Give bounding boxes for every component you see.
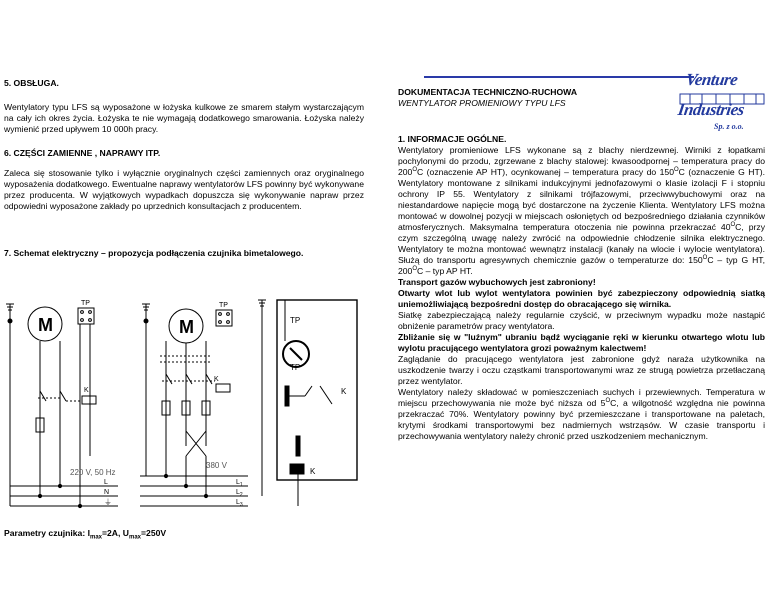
section-5-text: Wentylatory typu LFS są wyposażone w łożyska kulkowe ze smarem stałym wystarczającym na cały ich okres życia. Łożyska te nie wymagają dodatkowego smarowania. Łożyska należy wymienić przed upływem 10 000h pracy. — [4, 102, 364, 134]
k-label-4: K — [310, 467, 316, 476]
bus-ground-1: ⏚ — [104, 498, 112, 507]
k-label-1: K — [84, 387, 89, 394]
bus-L3: $L_3$ — [236, 499, 243, 508]
tp-label-3: TP — [290, 316, 301, 325]
section-7-title: 7. Schemat elektryczny – propozycja podłączenia czujnika bimetalowego. — [4, 248, 304, 258]
k-label-2: K — [214, 376, 219, 383]
warning-explosive: Transport gazów wybuchowych jest zabroniony! — [398, 277, 596, 287]
guard-cleaning-text: Siatkę zabezpieczającą należy regularnie czyścić, w przeciwnym wypadku może nastąpić obniżenie parametrów pracy wentylatora. — [398, 310, 765, 331]
doc-subtitle: WENTYLATOR PROMIENIOWY TYPU LFS — [398, 98, 566, 108]
warning-inlet-guard: Otwarty wlot lub wylot wentylatora powinien być zabezpieczony odpowiednią siatką uniemożliwiającą bezpośredni dostęp do obracającego się wirnika. — [398, 288, 765, 309]
section-5-title: 5. OBSŁUGA. — [4, 78, 59, 88]
warning-loose-clothing: Zbliżanie się w "luźnym" ubraniu bądź wyciąganie ręki w kierunku otwartego wlotu lub wylotu pracującego wentylatora grozi poważnym kalectwem! — [398, 332, 765, 353]
logo-word-2: Industries — [676, 100, 746, 119]
bus-N: N — [104, 489, 110, 496]
bus-L: L — [104, 479, 108, 486]
bus-L1: $L_1$ — [236, 479, 243, 488]
section-6-title: 6. CZĘŚCI ZAMIENNE , NAPRAWY ITP. — [4, 148, 161, 158]
bus-L2: $L_2$ — [236, 489, 243, 498]
wiring-diagram — [0, 296, 372, 516]
header-rule — [424, 76, 694, 78]
voltage-220: 220 V, 50 Hz — [70, 468, 116, 477]
logo-sub: Sp. z o.o. — [714, 122, 744, 131]
tp-label-4: TP — [290, 363, 301, 372]
warning-looking-text: Zaglądanie do pracującego wentylatora jest zabronione gdyż naraża użytkownika na uszkodzenie twarzy i oczu cząstkami transportowanymi wraz ze strugą powietrza przetłaczaną przez wentylator. — [398, 354, 765, 386]
tp-label-2: TP — [219, 302, 228, 309]
motor-2-label: M — [179, 317, 194, 337]
sensor-parameters: Parametry czujnika: $I_{max}=2A$, $U_{max}=250V$ — [4, 528, 167, 541]
section-1-title: 1. INFORMACJE OGÓLNE. — [398, 134, 507, 144]
storage-text: Wentylatory należy składować w pomieszczeniach suchych i przewiewnych. Temperatura w miejscu przechowywania nie może być niższa od $5^OC$, a wilgotność względna nie powinna przekraczać 70%. Wentylatory powinny być przemieszczane i transportowane na paletach, krytymi środkami transportowymi bez nadmiernych wstrząsów. W czasie transportu i przechowywania wentylatory należy chronić przed uszkodzeniem mechanicznym. — [398, 387, 765, 441]
section-1-text: Wentylatory promieniowe LFS wykonane są z blachy nierdzewnej. Wirniki z łopatkami pochylonymi do przodu, zgrzewane z blachy stalowej: kwasoodpornej – temperatura pracy do $200^OC$ (oznaczenie AP HT), ocynkowanej – temperatura pracy do $150^OC$ (oznaczenie G HT). Wentylatory montowane z silnikami indukcyjnymi jednofazowymi o klasie izolacji F i stopniu ochrony IP 55. Wentylatory z silnikami trójfazowymi, przeciwwybuchowymi oraz na niestandardowe napięcie mogą być dostarczone na życzenie Klienta. Wentylatory LFS można montować w dowolnej pozycji w miejscach osłoniętych od bezpośredniego działania czynników atmosferycznych. Maksymalna temperatura otoczenia nie powinna przekraczać $40^OC$, przy czym szczególną uwagę należy zwrócić na odpowiednie chłodzenie silnika elektrycznego. Wentylatory te można montować wewnątrz instalacji (kanały na wlocie i wylocie wentylatora). Służą do transportu agresywnych chemicznie gazów o temperaturze do: $150^OC$ – typ G HT, $200^OC$ – typ AP HT. Transport gazów wybuchowych jest zabroniony! Otwarty wlot lub wylot wentylatora powinien być zabezpieczony odpowiednią siatką uniemożliwiającą bezpośredni dostęp do obracającego się wirnika. Siatkę zabezpieczającą należy regularnie czyścić, w przeciwnym wypadku może nastąpić obniżenie parametrów pracy wentylatora. Zbliżanie się w "luźnym" ubraniu bądź wyciąganie ręki w kierunku otwartego wlotu lub wylotu pracującego wentylatora grozi poważnym kalectwem! Zaglądanie do pracującego wentylatora jest zabronione gdyż naraża użytkownika na uszkodzenie twarzy i oczu cząstkami transportowanymi wraz ze strugą powietrza przetłaczaną przez wentylator. Wentylatory należy składować w pomieszczeniach suchych i przewiewnych. Temperatura w miejscu przechowywania nie może być niższa od $5^OC$, a wilgotność względna nie powinna przekraczać 70%. Wentylatory powinny być przemieszczane i transportowane na paletach, krytymi środkami transportowymi bez nadmiernych wstrząsów. W czasie transportu i przechowywania wentylatory należy chronić przed uszkodzeniem mechanicznym. — [398, 145, 765, 441]
doc-title: DOKUMENTACJA TECHNICZNO-RUCHOWA — [398, 87, 578, 97]
motor-1-label: M — [38, 315, 53, 335]
voltage-380: 380 V — [206, 461, 227, 470]
section-6-text: Zaleca się stosowanie tylko i wyłącznie oryginalnych części zamiennych oraz oryginalnego wyposażenia dodatkowego. Ewentualne naprawy wentylatorów LFS powinny być wykonywane przez producenta. W wyjątkowych wypadkach dopuszcza się wykonywanie napraw przez odpowiedni wyposażone zakłady po uprzednich konsultacjach z producentem. — [4, 168, 364, 211]
tp-label-1: TP — [81, 300, 90, 307]
k-label-3: K — [341, 387, 347, 396]
logo-word-1: Venture — [684, 70, 739, 89]
